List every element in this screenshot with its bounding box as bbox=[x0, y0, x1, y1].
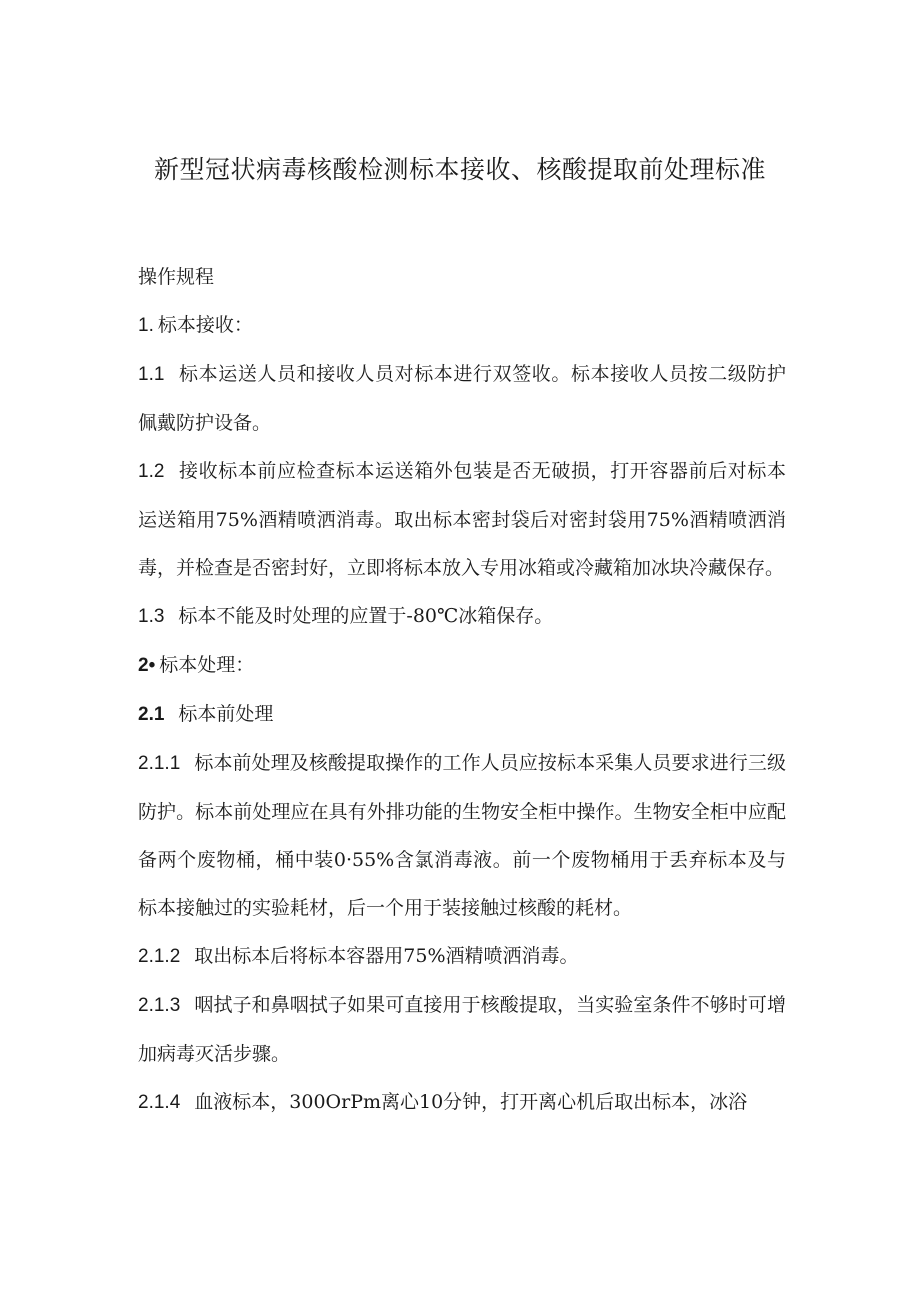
paragraph-2-1-1 bbox=[138, 739, 786, 932]
paragraph-heading-procedure bbox=[138, 253, 786, 301]
paragraph-text: 咽拭子和鼻咽拭子如果可直接用于核酸提取，当实验室条件不够时可增加病毒灭活步骤。 bbox=[138, 994, 786, 1065]
paragraph-text: 标本前处理及核酸提取操作的工作人员应按标本采集人员要求进行三级防护。标本前处理应在具有外排功能的生物安全柜中操作。生物安全柜中应配备两个废物桶，桶中装0·55%含氯消毒液。前一个废物桶用于丢弃标本及与标本接触过的实验耗材，后一个用于装接触过核酸的耗材。 bbox=[138, 752, 786, 919]
paragraph-2-1-2 bbox=[138, 932, 786, 981]
paragraph-2-1-3 bbox=[138, 981, 786, 1078]
paragraph-2-1 bbox=[138, 690, 786, 739]
section-number: 2.1.2 bbox=[138, 946, 181, 967]
paragraph-text: 标本前处理 bbox=[178, 703, 274, 725]
paragraph-1-2 bbox=[138, 447, 786, 592]
paragraph-text: 取出标本后将标本容器用75%酒精喷洒消毒。 bbox=[194, 945, 579, 967]
paragraph-text: 标本运送人员和接收人员对标本进行双签收。标本接收人员按二级防护佩戴防护设备。 bbox=[138, 363, 786, 434]
paragraph-text: 接收标本前应检查标本运送箱外包装是否无破损，打开容器前后对标本运送箱用75%酒精喷洒消毒。取出标本密封袋后对密封袋用75%酒精喷洒消毒，并检查是否密封好，立即将标本放入专用冰箱或冷藏箱加冰块冷藏保存。 bbox=[138, 460, 786, 579]
paragraph-1-1 bbox=[138, 350, 786, 447]
document-title: 新型冠状病毒核酸检测标本接收、核酸提取前处理标准 bbox=[153, 155, 766, 184]
section-number: 1.2 bbox=[138, 461, 165, 482]
paragraph-text: 标本不能及时处理的应置于-80℃冰箱保存。 bbox=[178, 605, 554, 627]
section-number: 2• bbox=[138, 655, 156, 676]
paragraph-1-3 bbox=[138, 592, 786, 641]
paragraph-2-1-4 bbox=[138, 1078, 786, 1127]
section-number: 2.1.4 bbox=[138, 1092, 181, 1113]
paragraph-text: 标本接收： bbox=[157, 314, 253, 336]
section-number: 2.1.1 bbox=[138, 753, 181, 774]
section-number: 2.1.3 bbox=[138, 995, 181, 1016]
section-number: 1.3 bbox=[138, 606, 165, 627]
paragraph-text: 操作规程 bbox=[138, 266, 215, 288]
section-number: 1. bbox=[138, 315, 154, 336]
section-number: 1.1 bbox=[138, 364, 165, 385]
paragraph-text: 标本处理： bbox=[159, 654, 255, 676]
section-1-heading bbox=[138, 301, 786, 350]
paragraph-text: 血液标本，300OrPm离心10分钟，打开离心机后取出标本，冰浴 bbox=[194, 1091, 748, 1113]
document-body bbox=[138, 253, 786, 1127]
section-number: 2.1 bbox=[138, 704, 165, 725]
section-2-heading bbox=[138, 641, 786, 690]
